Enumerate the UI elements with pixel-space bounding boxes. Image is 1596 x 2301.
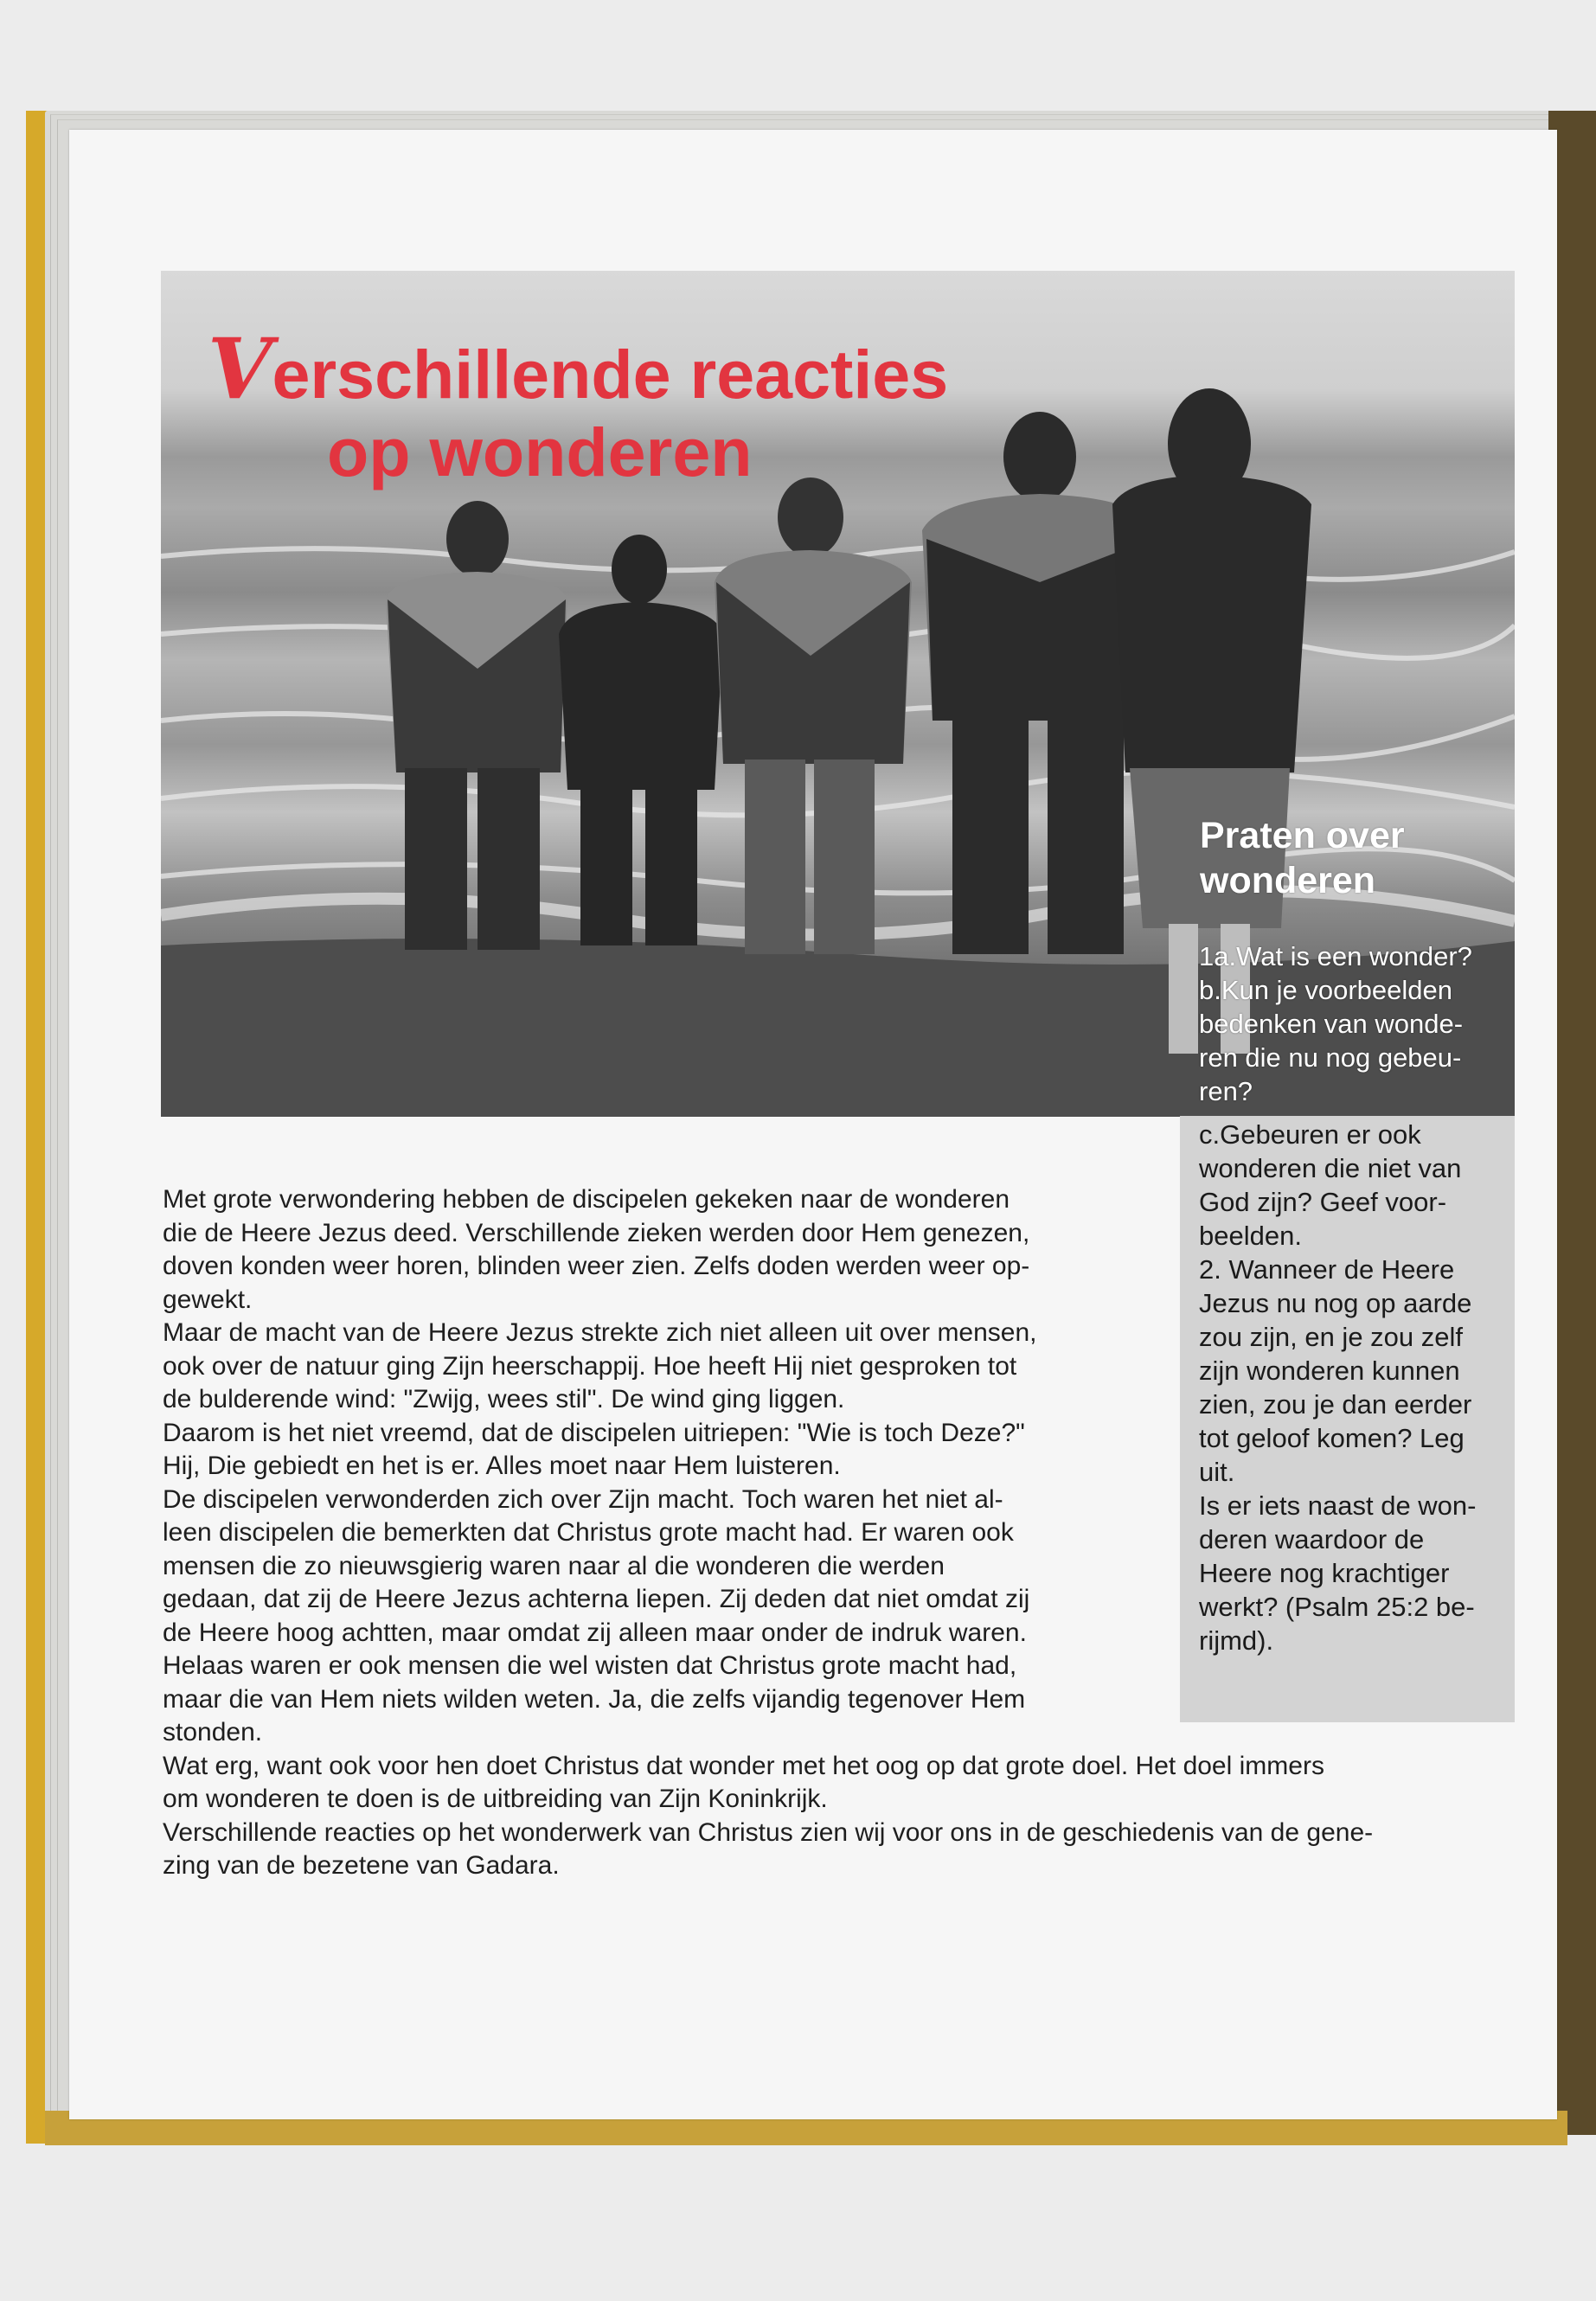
question-line: ren? xyxy=(1199,1076,1253,1106)
article-line: mensen die zo nieuwsgierig waren naar al die wonderen die werden xyxy=(163,1551,945,1580)
question-line: ren die nu nog gebeu- xyxy=(1199,1042,1462,1073)
article-line: Maar de macht van de Heere Jezus strekte zich niet alleen uit over mensen, xyxy=(163,1318,1037,1347)
question-line: zou zijn, en je zou zelf xyxy=(1199,1322,1464,1352)
article-line: om wonderen te doen is de uitbreiding van Zijn Koninkrijk. xyxy=(163,1785,828,1813)
question-line: 1a.Wat is een wonder? xyxy=(1199,941,1472,971)
question-line: Is er iets naast de won- xyxy=(1199,1490,1477,1521)
article-line: stonden. xyxy=(163,1718,263,1747)
question-line: c.Gebeuren er ook xyxy=(1199,1119,1421,1150)
article-line: die de Heere Jezus deed. Verschillende zieken werden door Hem genezen, xyxy=(163,1218,1030,1247)
article-line: Verschillende reacties op het wonderwerk van Christus zien wij voor ons in de geschiedenis van de gene- xyxy=(163,1817,1374,1847)
question-line: deren waardoor de xyxy=(1199,1524,1425,1554)
article-line: zing van de bezetene van Gadara. xyxy=(163,1851,560,1880)
question-line: werkt? (Psalm 25:2 be- xyxy=(1199,1592,1475,1622)
title-line-2: op wonderen xyxy=(327,413,753,490)
question-line: wonderen die niet van xyxy=(1199,1153,1462,1183)
article-line: Met grote verwondering hebben de discipelen gekeken naar de wonderen xyxy=(163,1185,1010,1214)
sidebar-title-line-2: wonderen xyxy=(1200,860,1376,901)
sidebar-title-line-1: Praten over xyxy=(1200,815,1405,856)
article-line: Wat erg, want ook voor hen doet Christus dat wonder met het oog op dat grote doel. Het doel immers xyxy=(163,1751,1324,1780)
article-line: De discipelen verwonderden zich over Zijn macht. Toch waren het niet al- xyxy=(163,1484,1003,1514)
article-line: de Heere hoog achtten, maar omdat zij alleen maar onder de indruk waren. xyxy=(163,1618,1027,1647)
article-line: gewekt. xyxy=(163,1285,253,1314)
question-line: rijmd). xyxy=(1199,1625,1274,1656)
article-body xyxy=(163,1183,1521,1883)
article-line: Daarom is het niet vreemd, dat de discipelen uitriepen: "Wie is toch Deze?" xyxy=(163,1418,1025,1447)
article-line: ook over de natuur ging Zijn heerschappij. Hoe heeft Hij niet gesproken tot xyxy=(163,1351,1017,1381)
article-line: gedaan, dat zij de Heere Jezus achterna liepen. Zij deden dat niet omdat zij xyxy=(163,1585,1030,1613)
title-rest: erschillende reacties xyxy=(272,336,949,413)
question-line: beelden. xyxy=(1199,1221,1302,1251)
article-line: doven konden weer horen, blinden weer zien. Zelfs doden werden weer op- xyxy=(163,1252,1030,1280)
question-line: 2. Wanneer de Heere xyxy=(1199,1254,1455,1285)
article-line: maar die van Hem niets wilden weten. Ja, die zelfs vijandig tegenover Hem xyxy=(163,1684,1026,1714)
sidebar-questions-on-photo xyxy=(1199,939,1497,1108)
article-line: leen discipelen die bemerkten dat Christus grote macht had. Er waren ook xyxy=(163,1518,1014,1547)
article-line: Hij, Die gebiedt en het is er. Alles moet naar Hem luisteren. xyxy=(163,1452,841,1480)
page-title xyxy=(208,320,949,491)
question-line: zijn wonderen kunnen xyxy=(1199,1356,1460,1386)
question-line: bedenken van wonde- xyxy=(1199,1009,1464,1039)
title-initial: V xyxy=(208,320,272,418)
question-line: God zijn? Geef voor- xyxy=(1199,1187,1447,1217)
question-line: Jezus nu nog op aarde xyxy=(1199,1288,1472,1318)
question-line: b.Kun je voorbeelden xyxy=(1199,975,1453,1005)
question-line: uit. xyxy=(1199,1457,1235,1487)
sidebar-title xyxy=(1200,813,1405,903)
article-line: Helaas waren er ook mensen die wel wisten dat Christus grote macht had, xyxy=(163,1651,1017,1680)
question-line: tot geloof komen? Leg xyxy=(1199,1423,1465,1453)
question-line: Heere nog krachtiger xyxy=(1199,1558,1450,1588)
question-line: zien, zou je dan eerder xyxy=(1199,1389,1472,1420)
article-line: de bulderende wind: "Zwijg, wees stil". De wind ging liggen. xyxy=(163,1385,845,1413)
